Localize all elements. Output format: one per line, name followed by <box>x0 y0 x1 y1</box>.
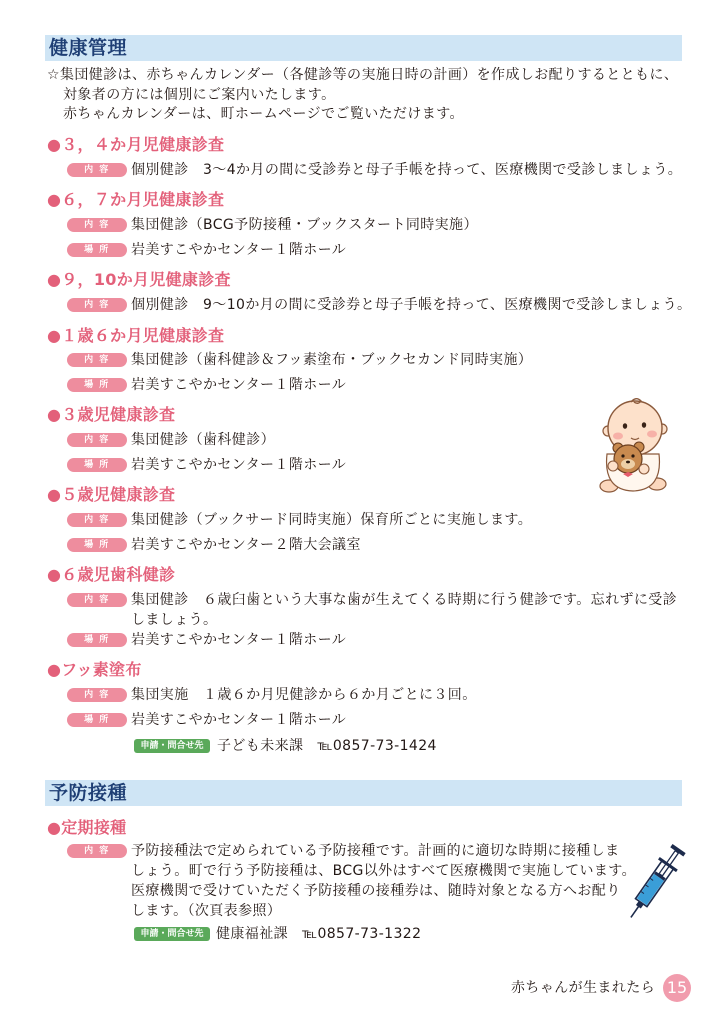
place-text: 岩美すこやかセンター１階ホール <box>131 377 347 393</box>
content-text: 個別健診 3～4か月の間に受診券と母子手帳を持って、医療機関で受診しましょう。 <box>131 162 683 178</box>
content-badge: 内 容 <box>67 353 127 367</box>
content-text: 集団健診（歯科健診＆フッ素塗布・ブックセカンド同時実施） <box>131 352 533 368</box>
contact-phone: ℡0857-73-1424 <box>317 738 437 754</box>
content-text: 集団健診（ブックサード同時実施）保育所ごとに実施します。 <box>131 512 533 528</box>
checkup-content-row <box>0 215 720 235</box>
footer-chapter-title: 赤ちゃんが生まれたら <box>511 980 655 996</box>
contact-info <box>217 736 437 756</box>
place-badge: 場 所 <box>67 458 127 472</box>
contact-info <box>216 924 421 944</box>
contact-row-health <box>0 736 720 756</box>
place-text: 岩美すこやかセンター１階ホール <box>131 632 347 648</box>
place-badge: 場 所 <box>67 538 127 552</box>
content-badge: 内 容 <box>67 593 127 607</box>
checkup-heading: ●１歳６か月児健康診査 <box>47 326 225 345</box>
content-badge: 内 容 <box>67 298 127 312</box>
section-bar-health <box>45 35 682 61</box>
content-text: 集団実施 １歳６か月児健診から６か月ごとに３回。 <box>131 687 477 703</box>
checkup-content-row <box>0 295 720 315</box>
contact-department: 健康福祉課 <box>216 926 288 942</box>
content-text-line: しましょう。 <box>131 612 218 628</box>
vaccination-content-row <box>0 841 720 921</box>
checkup-content-row <box>0 160 720 180</box>
checkup-heading: ●３，４か月児健康診査 <box>47 135 225 154</box>
contact-badge: 申請・問合せ先 <box>134 927 210 941</box>
checkup-place-row <box>0 240 720 260</box>
content-text-line: しょう。町で行う予防接種は、BCG以外はすべて医療機関で実施しています。 <box>131 863 636 879</box>
content-badge: 内 容 <box>67 688 127 702</box>
checkup-content-row <box>0 590 720 630</box>
place-badge: 場 所 <box>67 243 127 257</box>
checkup-place-row <box>0 630 720 650</box>
section-bar-vaccination <box>45 780 682 806</box>
content-text: 個別健診 9～10か月の間に受診券と母子手帳を持って、医療機関で受診しましょう。 <box>131 297 691 313</box>
intro-line: ☆集団健診は、赤ちゃんカレンダー（各健診等の実施日時の計画）を作成しお配りするとともに、 <box>47 67 679 83</box>
checkup-place-row <box>0 710 720 730</box>
vaccination-heading: ●定期接種 <box>47 818 127 837</box>
checkup-content-row <box>0 510 720 530</box>
content-badge: 内 容 <box>67 163 127 177</box>
content-text <box>131 590 677 630</box>
contact-row-vaccination <box>0 924 720 944</box>
intro-line: 赤ちゃんカレンダーは、町ホームページでご覧いただけます。 <box>63 106 464 122</box>
place-text: 岩美すこやかセンター１階ホール <box>131 242 347 258</box>
section-title-vaccination: 予防接種 <box>49 782 128 804</box>
section-title-health: 健康管理 <box>49 37 128 59</box>
syringe-icon <box>620 840 690 926</box>
checkup-heading: ●５歳児健康診査 <box>47 485 176 504</box>
content-text: 集団健診（歯科健診） <box>131 432 275 448</box>
content-text-line: 集団健診 ６歳臼歯という大事な歯が生えてくる時期に行う健診です。忘れずに受診 <box>131 592 678 608</box>
content-badge: 内 容 <box>67 218 127 232</box>
content-text-line: 医療機関で受けていただく予防接種の接種券は、随時対象となる方へお配り <box>131 883 621 899</box>
place-badge: 場 所 <box>67 378 127 392</box>
place-badge: 場 所 <box>67 713 127 727</box>
checkup-heading: ●フッ素塗布 <box>47 660 142 679</box>
content-badge: 内 容 <box>67 433 127 447</box>
checkup-place-row <box>0 535 720 555</box>
page-number: 15 <box>663 974 691 1002</box>
contact-badge: 申請・問合せ先 <box>134 739 210 753</box>
checkup-heading: ●９，10か月児健康診査 <box>47 270 231 289</box>
place-badge: 場 所 <box>67 633 127 647</box>
content-badge: 内 容 <box>67 844 127 858</box>
baby-with-teddy-bear-illustration <box>597 396 669 496</box>
checkup-heading: ●６歳児歯科健診 <box>47 565 176 584</box>
checkup-content-row <box>0 685 720 705</box>
checkup-content-row <box>0 350 720 370</box>
checkup-place-row <box>0 375 720 395</box>
content-badge: 内 容 <box>67 513 127 527</box>
place-text: 岩美すこやかセンター１階ホール <box>131 457 347 473</box>
place-text: 岩美すこやかセンター２階大会議室 <box>131 537 361 553</box>
place-text: 岩美すこやかセンター１階ホール <box>131 712 347 728</box>
intro-line: 対象者の方には個別にご案内いたします。 <box>63 87 336 103</box>
contact-department: 子ども未来課 <box>217 738 304 754</box>
checkup-heading: ●６，７か月児健康診査 <box>47 190 225 209</box>
content-text-line: 予防接種法で定められている予防接種です。計画的に適切な時期に接種しま <box>131 843 620 859</box>
content-text <box>131 841 636 921</box>
checkup-heading: ●３歳児健康診査 <box>47 405 176 424</box>
content-text-line: します。（次頁表参照） <box>131 903 282 919</box>
content-text: 集団健診（BCG予防接種・ブックスタート同時実施） <box>131 217 478 233</box>
contact-phone: ℡0857-73-1322 <box>302 926 422 942</box>
